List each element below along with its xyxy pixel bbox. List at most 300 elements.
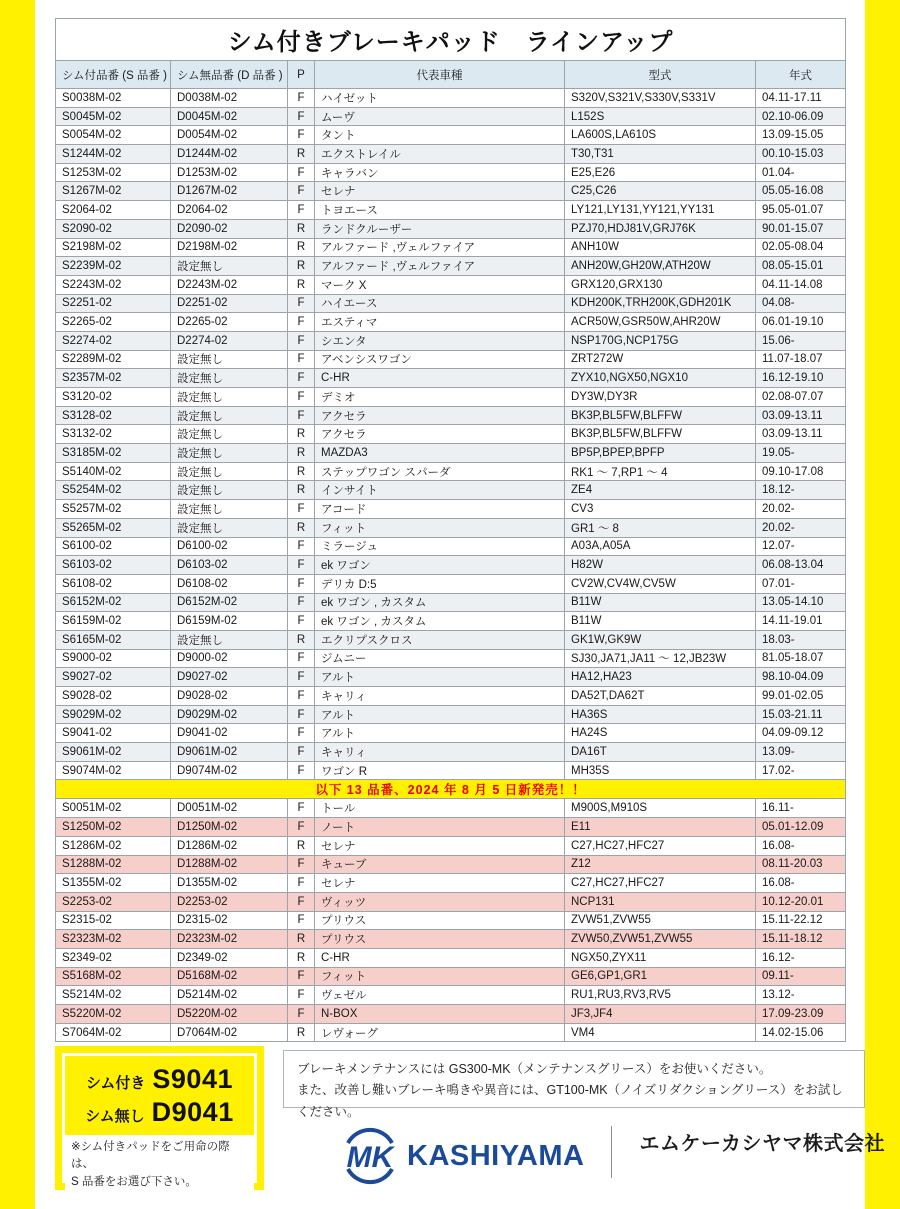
part-cell: B11W (565, 612, 756, 631)
part-cell: R (288, 145, 315, 164)
part-cell: BP5P,BPEP,BPFP (565, 444, 756, 463)
part-cell: S5214M-02 (56, 986, 171, 1005)
part-cell: E11 (565, 818, 756, 837)
part-row (56, 892, 846, 911)
part-cell: 08.11-20.03 (756, 855, 846, 874)
shim-number-box (55, 1046, 264, 1190)
part-cell: 01.04- (756, 163, 846, 182)
part-cell: CV2W,CV4W,CV5W (565, 574, 756, 593)
part-cell: D9029M-02 (171, 705, 288, 724)
part-cell: 07.01- (756, 574, 846, 593)
part-row (56, 649, 846, 668)
new-release-banner-text: 以下 13 品番、2024 年 8 月 5 日新発売！！ (56, 780, 846, 799)
part-cell: D1267M-02 (171, 182, 288, 201)
part-cell: F (288, 724, 315, 743)
part-cell: DY3W,DY3R (565, 388, 756, 407)
part-cell: ランドクルーザー (315, 219, 565, 238)
part-row (56, 275, 846, 294)
part-row (56, 406, 846, 425)
part-cell: HA12,HA23 (565, 668, 756, 687)
part-cell: D1250M-02 (171, 818, 288, 837)
part-cell: F (288, 743, 315, 762)
part-cell: D1355M-02 (171, 874, 288, 893)
part-cell: ヴィッツ (315, 892, 565, 911)
part-cell: ek ワゴン (315, 556, 565, 575)
brand-row (337, 1124, 885, 1188)
part-cell: F (288, 668, 315, 687)
part-cell: D6103-02 (171, 556, 288, 575)
part-cell: F (288, 818, 315, 837)
part-cell: F (288, 369, 315, 388)
part-cell: S2251-02 (56, 294, 171, 313)
part-cell: 81.05-18.07 (756, 649, 846, 668)
part-cell: S2323M-02 (56, 930, 171, 949)
part-cell: F (288, 855, 315, 874)
part-cell: アクセラ (315, 406, 565, 425)
without-shim-label: シム無し (85, 1108, 145, 1125)
with-shim-value: S9041 (152, 1064, 233, 1094)
part-cell: 13.05-14.10 (756, 593, 846, 612)
part-cell: D6159M-02 (171, 612, 288, 631)
part-row (56, 350, 846, 369)
part-cell: C-HR (315, 948, 565, 967)
part-cell: R (288, 219, 315, 238)
part-cell: D6152M-02 (171, 593, 288, 612)
part-cell: セレナ (315, 874, 565, 893)
part-row (56, 444, 846, 463)
part-cell: F (288, 761, 315, 780)
svg-text:MK: MK (346, 1141, 394, 1174)
part-cell: S9061M-02 (56, 743, 171, 762)
header-row (56, 61, 846, 89)
part-row (56, 930, 846, 949)
part-cell: R (288, 444, 315, 463)
shim-note-line1: ※シム付きパッドをご用命の際は、 (71, 1141, 230, 1171)
col-header-s-part: シム付品番 (S 品番 ) (56, 61, 171, 89)
part-cell: D1286M-02 (171, 836, 288, 855)
part-cell: F (288, 182, 315, 201)
part-cell: E25,E26 (565, 163, 756, 182)
part-cell: R (288, 1023, 315, 1042)
part-row (56, 331, 846, 350)
part-cell: ZRT272W (565, 350, 756, 369)
part-cell: S9027-02 (56, 668, 171, 687)
part-cell: デリカ D:5 (315, 574, 565, 593)
part-cell: S1286M-02 (56, 836, 171, 855)
new-release-banner (56, 780, 846, 799)
part-cell: S9029M-02 (56, 705, 171, 724)
part-cell: D2323M-02 (171, 930, 288, 949)
part-cell: ヴェゼル (315, 986, 565, 1005)
part-cell: F (288, 406, 315, 425)
part-cell: 設定無し (171, 630, 288, 649)
part-row (56, 294, 846, 313)
part-row (56, 201, 846, 220)
part-cell: 16.12- (756, 948, 846, 967)
part-cell: S5140M-02 (56, 462, 171, 481)
part-row (56, 818, 846, 837)
title-row (56, 19, 846, 61)
part-cell: S5254M-02 (56, 481, 171, 500)
part-cell: 設定無し (171, 388, 288, 407)
part-cell: 設定無し (171, 350, 288, 369)
part-cell: 06.01-19.10 (756, 313, 846, 332)
part-cell: D0054M-02 (171, 126, 288, 145)
part-row (56, 518, 846, 537)
part-row (56, 1023, 846, 1042)
shim-note (65, 1135, 254, 1195)
part-row (56, 425, 846, 444)
part-row (56, 799, 846, 818)
part-cell: 設定無し (171, 481, 288, 500)
part-cell: F (288, 500, 315, 519)
part-cell: F (288, 593, 315, 612)
part-cell: SJ30,JA71,JA11 ～ 12,JB23W (565, 649, 756, 668)
part-cell: H82W (565, 556, 756, 575)
part-row (56, 668, 846, 687)
part-cell: セレナ (315, 836, 565, 855)
with-shim-line (86, 1064, 233, 1095)
mk-kashiyama-logo (337, 1127, 584, 1185)
part-cell: D2349-02 (171, 948, 288, 967)
part-cell: BK3P,BL5FW,BLFFW (565, 406, 756, 425)
part-row (56, 462, 846, 481)
part-cell: S1355M-02 (56, 874, 171, 893)
part-cell: ZE4 (565, 481, 756, 500)
part-cell: N-BOX (315, 1005, 565, 1024)
part-cell: D2253-02 (171, 892, 288, 911)
part-row (56, 537, 846, 556)
part-cell: 02.08-07.07 (756, 388, 846, 407)
part-cell: ワゴン R (315, 761, 565, 780)
part-cell: D1244M-02 (171, 145, 288, 164)
part-cell: F (288, 350, 315, 369)
part-cell: 05.01-12.09 (756, 818, 846, 837)
part-cell: 13.09-15.05 (756, 126, 846, 145)
part-cell: S320V,S321V,S330V,S331V (565, 89, 756, 108)
right-yellow-stripe (865, 0, 900, 1209)
grease-note-line1: ブレーキメンテナンスには GS300-MK（メンテナンスグリース）をお使いください。 (297, 1062, 772, 1076)
part-cell: F (288, 201, 315, 220)
part-cell: プリウス (315, 911, 565, 930)
part-cell: D2064-02 (171, 201, 288, 220)
part-cell: フィット (315, 967, 565, 986)
part-row (56, 724, 846, 743)
part-cell: S2289M-02 (56, 350, 171, 369)
part-row (56, 986, 846, 1005)
part-row (56, 1005, 846, 1024)
part-cell: D0038M-02 (171, 89, 288, 108)
grease-note-line2: また、改善し難いブレーキ鳴きや異音には、GT100-MK（ノイズリダクショングリース）をお試しください。 (297, 1083, 843, 1119)
part-cell: 18.03- (756, 630, 846, 649)
part-cell: GE6,GP1,GR1 (565, 967, 756, 986)
part-cell: D2315-02 (171, 911, 288, 930)
part-cell: インサイト (315, 481, 565, 500)
part-cell: D9061M-02 (171, 743, 288, 762)
part-cell: 06.08-13.04 (756, 556, 846, 575)
part-row (56, 481, 846, 500)
kashiyama-logo-text: KASHIYAMA (407, 1139, 585, 1172)
shim-number-box-inner (62, 1053, 257, 1188)
part-cell: アルファード ,ヴェルファイア (315, 257, 565, 276)
part-cell: R (288, 948, 315, 967)
part-cell: S0038M-02 (56, 89, 171, 108)
part-cell: R (288, 462, 315, 481)
part-row (56, 313, 846, 332)
part-cell: 99.01-02.05 (756, 687, 846, 706)
part-cell: S2239M-02 (56, 257, 171, 276)
part-cell: D9000-02 (171, 649, 288, 668)
part-cell: HA36S (565, 705, 756, 724)
part-cell: T30,T31 (565, 145, 756, 164)
part-cell: タント (315, 126, 565, 145)
part-cell: D6108-02 (171, 574, 288, 593)
part-cell: アルト (315, 668, 565, 687)
part-cell: マーク X (315, 275, 565, 294)
part-cell: GK1W,GK9W (565, 630, 756, 649)
part-row (56, 107, 846, 126)
without-shim-line (85, 1097, 233, 1128)
col-header-position: P (288, 61, 315, 89)
part-cell: S7064M-02 (56, 1023, 171, 1042)
part-row (56, 89, 846, 108)
part-cell: 05.05-16.08 (756, 182, 846, 201)
part-cell: S0054M-02 (56, 126, 171, 145)
part-cell: S2274-02 (56, 331, 171, 350)
part-cell: 04.09-09.12 (756, 724, 846, 743)
part-cell: キャリィ (315, 743, 565, 762)
part-cell: 09.11- (756, 967, 846, 986)
part-cell: シエンタ (315, 331, 565, 350)
part-cell: ek ワゴン , カスタム (315, 612, 565, 631)
part-cell: S0045M-02 (56, 107, 171, 126)
part-cell: 04.08- (756, 294, 846, 313)
part-cell: VM4 (565, 1023, 756, 1042)
part-cell: D9028-02 (171, 687, 288, 706)
part-cell: GRX120,GRX130 (565, 275, 756, 294)
part-cell: 20.02- (756, 500, 846, 519)
part-cell: エスティマ (315, 313, 565, 332)
part-cell: F (288, 313, 315, 332)
part-cell: S6108-02 (56, 574, 171, 593)
part-cell: キューブ (315, 855, 565, 874)
part-cell: 14.02-15.06 (756, 1023, 846, 1042)
part-cell: S5168M-02 (56, 967, 171, 986)
shim-note-line2: S 品番をお選び下さい。 (71, 1175, 197, 1188)
part-cell: F (288, 986, 315, 1005)
part-row (56, 836, 846, 855)
part-row (56, 630, 846, 649)
part-cell: D9074M-02 (171, 761, 288, 780)
part-cell: S1250M-02 (56, 818, 171, 837)
part-cell: D0051M-02 (171, 799, 288, 818)
part-row (56, 948, 846, 967)
part-cell: R (288, 481, 315, 500)
part-cell: S2265-02 (56, 313, 171, 332)
part-cell: 14.11-19.01 (756, 612, 846, 631)
part-cell: D7064M-02 (171, 1023, 288, 1042)
part-cell: 00.10-15.03 (756, 145, 846, 164)
part-row (56, 967, 846, 986)
part-cell: 16.12-19.10 (756, 369, 846, 388)
part-cell: ZVW51,ZVW55 (565, 911, 756, 930)
part-cell: LY121,LY131,YY121,YY131 (565, 201, 756, 220)
part-cell: キャリィ (315, 687, 565, 706)
part-cell: S2090-02 (56, 219, 171, 238)
part-cell: S6103-02 (56, 556, 171, 575)
part-cell: ミラージュ (315, 537, 565, 556)
part-cell: BK3P,BL5FW,BLFFW (565, 425, 756, 444)
part-row (56, 874, 846, 893)
part-cell: アクセラ (315, 425, 565, 444)
without-shim-value: D9041 (151, 1097, 234, 1127)
part-cell: フィット (315, 518, 565, 537)
part-cell: S1244M-02 (56, 145, 171, 164)
part-cell: F (288, 911, 315, 930)
part-cell: 19.05- (756, 444, 846, 463)
part-cell: C27,HC27,HFC27 (565, 874, 756, 893)
part-cell: D5220M-02 (171, 1005, 288, 1024)
part-cell: F (288, 649, 315, 668)
part-cell: S6165M-02 (56, 630, 171, 649)
part-cell: ZVW50,ZVW51,ZVW55 (565, 930, 756, 949)
part-cell: RU1,RU3,RV3,RV5 (565, 986, 756, 1005)
part-cell: R (288, 930, 315, 949)
part-cell: レヴォーグ (315, 1023, 565, 1042)
part-cell: F (288, 126, 315, 145)
part-cell: 03.09-13.11 (756, 425, 846, 444)
part-cell: 15.03-21.11 (756, 705, 846, 724)
part-cell: D9041-02 (171, 724, 288, 743)
part-cell: 04.11-17.11 (756, 89, 846, 108)
part-cell: D9027-02 (171, 668, 288, 687)
part-cell: S0051M-02 (56, 799, 171, 818)
part-cell: 12.07- (756, 537, 846, 556)
part-row (56, 219, 846, 238)
part-cell: 09.10-17.08 (756, 462, 846, 481)
part-cell: ANH10W (565, 238, 756, 257)
part-row (56, 761, 846, 780)
part-cell: アベンシスワゴン (315, 350, 565, 369)
col-header-vehicle: 代表車種 (315, 61, 565, 89)
left-yellow-stripe (0, 0, 35, 1209)
part-row (56, 500, 846, 519)
part-cell: 15.11-18.12 (756, 930, 846, 949)
part-cell: 98.10-04.09 (756, 668, 846, 687)
part-row (56, 238, 846, 257)
part-cell: 設定無し (171, 257, 288, 276)
part-cell: エクストレイル (315, 145, 565, 164)
part-cell: アルト (315, 724, 565, 743)
part-cell: F (288, 163, 315, 182)
part-cell: 16.08- (756, 836, 846, 855)
part-cell: R (288, 275, 315, 294)
part-cell: 設定無し (171, 462, 288, 481)
part-cell: アルト (315, 705, 565, 724)
part-cell: 95.05-01.07 (756, 201, 846, 220)
part-cell: S2253-02 (56, 892, 171, 911)
part-cell: トヨエース (315, 201, 565, 220)
part-cell: 設定無し (171, 500, 288, 519)
part-cell: R (288, 518, 315, 537)
part-cell: S3128-02 (56, 406, 171, 425)
part-row (56, 911, 846, 930)
part-cell: S1253M-02 (56, 163, 171, 182)
part-cell: D0045M-02 (171, 107, 288, 126)
part-cell: F (288, 107, 315, 126)
part-cell: S1288M-02 (56, 855, 171, 874)
part-cell: エクリプスクロス (315, 630, 565, 649)
part-cell: R (288, 836, 315, 855)
part-cell: JF3,JF4 (565, 1005, 756, 1024)
part-cell: アコード (315, 500, 565, 519)
part-cell: R (288, 257, 315, 276)
part-cell: KDH200K,TRH200K,GDH201K (565, 294, 756, 313)
part-cell: ハイエース (315, 294, 565, 313)
part-cell: F (288, 892, 315, 911)
part-cell: F (288, 799, 315, 818)
part-cell: D5214M-02 (171, 986, 288, 1005)
part-cell: 17.09-23.09 (756, 1005, 846, 1024)
part-cell: ノート (315, 818, 565, 837)
part-row (56, 556, 846, 575)
part-cell: D2265-02 (171, 313, 288, 332)
part-row (56, 743, 846, 762)
part-cell: R (288, 238, 315, 257)
company-name: エムケーカシヤマ株式会社 (639, 1133, 886, 1155)
part-cell: 17.02- (756, 761, 846, 780)
part-cell: D2198M-02 (171, 238, 288, 257)
part-cell: 15.06- (756, 331, 846, 350)
part-cell: MH35S (565, 761, 756, 780)
part-cell: PZJ70,HDJ81V,GRJ76K (565, 219, 756, 238)
part-row (56, 705, 846, 724)
part-cell: ANH20W,GH20W,ATH20W (565, 257, 756, 276)
part-cell: S3185M-02 (56, 444, 171, 463)
part-cell: L152S (565, 107, 756, 126)
part-row (56, 612, 846, 631)
part-cell: F (288, 294, 315, 313)
part-cell: F (288, 705, 315, 724)
part-cell: 08.05-15.01 (756, 257, 846, 276)
part-cell: F (288, 556, 315, 575)
part-cell: S2198M-02 (56, 238, 171, 257)
part-cell: 02.05-08.04 (756, 238, 846, 257)
part-cell: C27,HC27,HFC27 (565, 836, 756, 855)
part-cell: F (288, 331, 315, 350)
part-cell: トール (315, 799, 565, 818)
part-cell: DA16T (565, 743, 756, 762)
part-cell: 90.01-15.07 (756, 219, 846, 238)
part-cell: 設定無し (171, 518, 288, 537)
part-row (56, 388, 846, 407)
part-cell: ACR50W,GSR50W,AHR20W (565, 313, 756, 332)
part-cell: 03.09-13.11 (756, 406, 846, 425)
part-cell: 13.12- (756, 986, 846, 1005)
part-cell: NSP170G,NCP175G (565, 331, 756, 350)
part-cell: NGX50,ZYX11 (565, 948, 756, 967)
part-cell: セレナ (315, 182, 565, 201)
part-cell: デミオ (315, 388, 565, 407)
part-cell: Z12 (565, 855, 756, 874)
part-cell: R (288, 630, 315, 649)
part-cell: ムーヴ (315, 107, 565, 126)
part-cell: ジムニー (315, 649, 565, 668)
part-cell: GR1 ～ 8 (565, 518, 756, 537)
part-cell: B11W (565, 593, 756, 612)
grease-info-box (283, 1050, 865, 1119)
part-cell: S5220M-02 (56, 1005, 171, 1024)
